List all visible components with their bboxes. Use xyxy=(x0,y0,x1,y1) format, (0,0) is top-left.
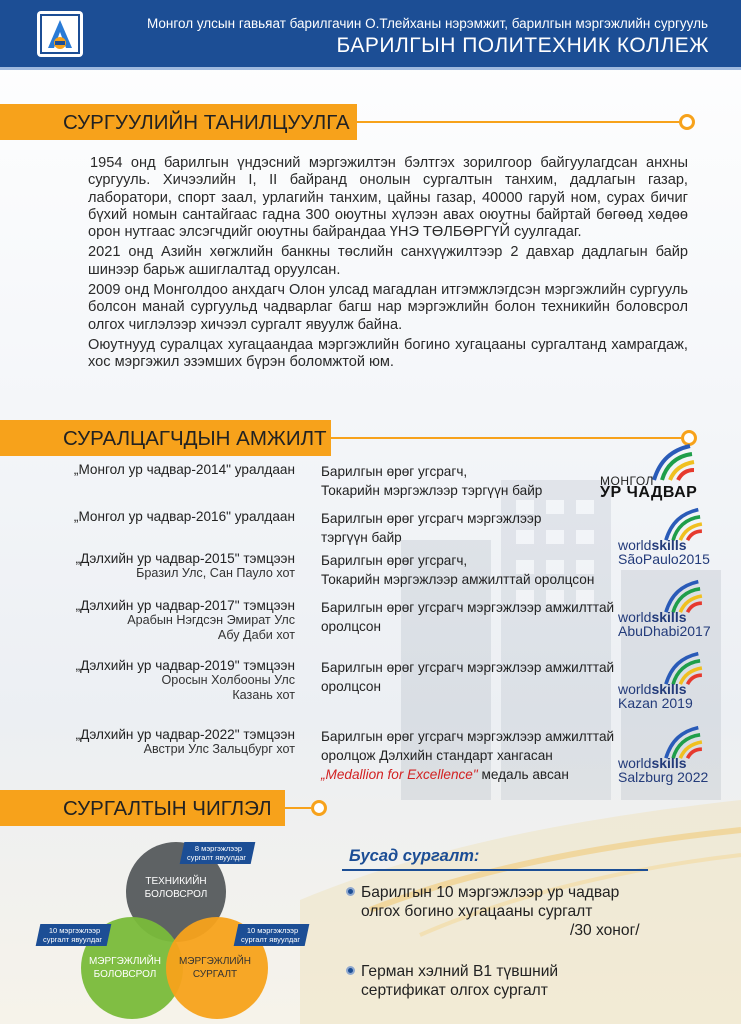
result-line: Барилгын өрөг угсрагч мэргэжлээр xyxy=(321,511,542,526)
professional-training-label-1: МЭРГЭЖЛИЙН xyxy=(178,956,252,967)
section-divider xyxy=(285,807,311,809)
professional-training-label-2: СУРГАЛТ xyxy=(192,969,238,980)
technical-label-2: БОЛОВСРОЛ xyxy=(144,889,208,900)
skills-swirl-icon xyxy=(650,442,696,482)
bullet-icon xyxy=(346,887,355,896)
worldskills-wordmark: worldskills xyxy=(618,609,687,625)
intro-paragraph: 2021 онд Азийн хөгжлийн банкны төслийн санхүүжилтээр 2 давхар дадлагын байр шинээр барьж ашиглалтад оруулсан. xyxy=(88,244,688,278)
worldskills-city: Salzburg 2022 xyxy=(618,769,709,785)
achievement-event xyxy=(76,727,295,757)
achievement-event xyxy=(74,509,295,524)
result-line: Барилгын өрөг угсрагч мэргэжлээр амжилттай xyxy=(321,600,615,615)
circle-marker-icon xyxy=(311,800,327,816)
bullet-icon xyxy=(346,966,355,975)
worldskills-wordmark: worldskills xyxy=(618,681,687,697)
worldskills-logo xyxy=(612,506,712,566)
event-title: „Монгол ур чадвар-2016" уралдаан xyxy=(73,509,295,524)
other-training-item: Герман хэлний B1 түвшний сертификат олгох сургалт xyxy=(346,962,558,1000)
achievement-result xyxy=(321,598,651,636)
result-line: Токарийн мэргэжлээр тэргүүн байр xyxy=(321,483,543,498)
other-training-item: Барилгын 10 мэргэжлээр ур чадвар олгох богино хугацааны сургалт /30 хоног/ xyxy=(346,883,640,940)
event-location: Казань хот xyxy=(232,688,295,702)
achievement-result xyxy=(321,509,651,547)
worldskills-city: AbuDhabi2017 xyxy=(618,623,711,639)
achievement-event xyxy=(74,462,295,477)
result-line: тэргүүн байр xyxy=(321,530,402,545)
technical-tag: 8 мэргэжлээр сургалт явуулдаг xyxy=(180,842,256,864)
event-location: Абу Даби хот xyxy=(217,628,295,642)
event-title: „Дэлхийн ур чадвар-2022" тэмцээн xyxy=(75,727,295,742)
professional-training-tag: 10 мэргэжлээр сургалт явуулдаг xyxy=(234,924,310,946)
medallion-text: „Medallion for Excellence" xyxy=(321,767,478,782)
result-line: оролцож Дэлхийн стандарт хангасан xyxy=(321,748,553,763)
professional-edu-label-1: МЭРГЭЖЛИЙН xyxy=(88,956,162,967)
section-divider xyxy=(331,437,681,439)
mongol-logo-big: УР ЧАДВАР xyxy=(600,484,698,501)
result-line: Барилгын өрөг угсрагч, xyxy=(321,464,468,479)
training-section-title: СУРГАЛТЫН ЧИГЛЭЛ xyxy=(0,790,285,826)
event-location: Оросын Холбооны Улс xyxy=(161,673,295,687)
circle-marker-icon xyxy=(679,114,695,130)
section-divider xyxy=(357,121,679,123)
training-venn-diagram xyxy=(30,838,330,1024)
achievement-event xyxy=(76,658,295,703)
result-line xyxy=(321,765,651,784)
achievements-section-title: СУРАЛЦАГЧДЫН АМЖИЛТ xyxy=(0,420,331,456)
achievement-result xyxy=(321,727,651,784)
achievements-section-header xyxy=(0,420,700,456)
result-line: Токарийн мэргэжлээр амжилттай оролцсон xyxy=(321,572,595,587)
professional-edu-tag: 10 мэргэжлээр сургалт явуулдаг xyxy=(36,924,112,946)
professional-edu-label-2: БОЛОВСРОЛ xyxy=(93,969,157,980)
worldskills-wordmark: worldskills xyxy=(618,537,687,553)
event-title: „Дэлхийн ур чадвар-2017" тэмцээн xyxy=(75,598,295,613)
intro-section-header xyxy=(0,104,700,140)
event-title: „Монгол ур чадвар-2014" уралдаан xyxy=(73,462,295,477)
achievement-event xyxy=(76,598,295,643)
page-header xyxy=(0,0,741,70)
medal-tail-text: медаль авсан xyxy=(477,767,569,782)
worldskills-logo xyxy=(612,724,712,784)
worldskills-logo xyxy=(612,650,712,710)
worldskills-wordmark: worldskills xyxy=(618,755,687,771)
college-logo-icon xyxy=(40,14,80,54)
other-training-divider xyxy=(342,869,648,871)
intro-paragraph: 1954 онд барилгын үндэсний мэргэжилтэн бэлтгэх зорилгоор байгуулагдсан анхны сургууль. Хичээлийн I, II байранд онолын сургалтын танхим, дадлагын газар, лаборатори, спорт заал, урлагийн танхим, цайны газар, 40000 гаруй ном, сурах бичиг бүхий номын сантайгаас гадна 300 оюутны хүлээн авах оюутны байртай бөгөөд хөдөө орон нутгаас элсэгчдийг оюутны байрандаа ҮНЭ ТӨЛБӨРГҮЙ суулгадаг. xyxy=(88,155,688,241)
header-title: БАРИЛГЫН ПОЛИТЕХНИК КОЛЛЕЖ xyxy=(336,34,709,57)
other-training-title: Бусад сургалт: xyxy=(349,847,480,865)
achievement-result xyxy=(321,658,651,696)
worldskills-city: Kazan 2019 xyxy=(618,695,693,711)
technical-label-1: ТЕХНИКИЙН xyxy=(145,876,207,887)
intro-text xyxy=(88,155,688,375)
college-logo xyxy=(37,11,83,57)
achievement-event xyxy=(76,551,295,581)
event-title: „Дэлхийн ур чадвар-2019" тэмцээн xyxy=(75,658,295,673)
intro-paragraph: Оюутнууд суралцах хугацаандаа мэргэжлийн богино хугацааны сургалтанд хамрагдаж, хос мэргэжил эзэмших бүрэн боломжтой юм. xyxy=(88,336,688,371)
intro-paragraph: 2009 онд Монголдоо анхдагч Олон улсад магадлан итгэмжлэгдсэн мэргэжлийн сургууль болсон манай сургуульд чадварлаг багш нар мэргэжлийн болон техникийн боловсрол олгох чиглэлээр хичээл сургалт явуулж байна. xyxy=(88,282,688,333)
event-location: Бразил Улс, Сан Пауло хот xyxy=(136,566,295,580)
result-line: оролцсон xyxy=(321,619,381,634)
worldskills-logo xyxy=(612,578,712,638)
mongol-logo-small: МОНГОЛ xyxy=(600,474,654,488)
result-line: Барилгын өрөг угсрагч мэргэжлээр амжилттай xyxy=(321,660,615,675)
event-location: Австри Улс Зальцбург хот xyxy=(143,742,295,756)
mongol-ur-chadvar-logo xyxy=(598,442,708,502)
event-title: „Дэлхийн ур чадвар-2015" тэмцээн xyxy=(75,551,295,566)
result-line: Барилгын өрөг угсрагч, xyxy=(321,553,468,568)
achievement-result xyxy=(321,551,651,589)
result-line: оролцсон xyxy=(321,679,381,694)
result-line: Барилгын өрөг угсрагч мэргэжлээр амжилттай xyxy=(321,729,615,744)
training-section-header xyxy=(0,790,335,826)
header-subtitle: Монгол улсын гавьяат барилгачин О.Тлейханы нэрэмжит, барилгын мэргэжлийн сургууль xyxy=(147,16,708,31)
intro-section-title: СУРГУУЛИЙН ТАНИЛЦУУЛГА xyxy=(0,104,357,140)
worldskills-city: SãoPaulo2015 xyxy=(618,551,710,567)
event-location: Арабын Нэгдсэн Эмират Улс xyxy=(127,613,295,627)
